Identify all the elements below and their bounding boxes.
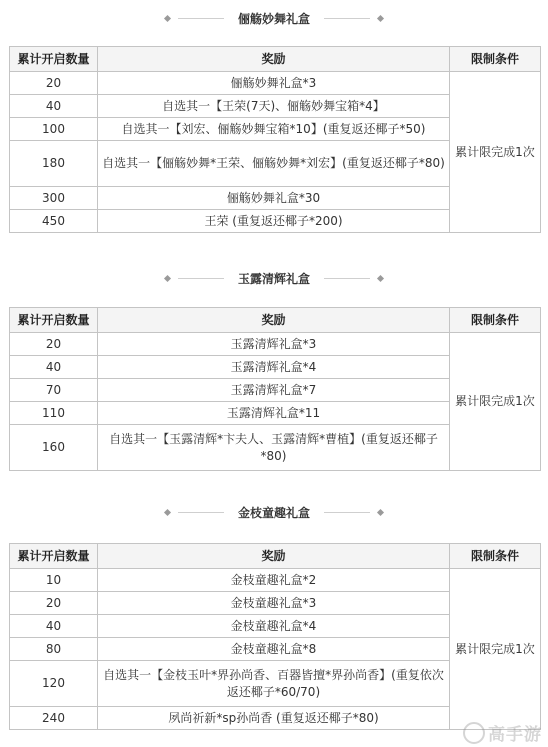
limit-cell: 累计限完成1次 (450, 333, 541, 471)
count-cell: 40 (10, 615, 98, 638)
reward-cell: 金枝童趣礼盒*4 (98, 615, 450, 638)
table-row (10, 569, 541, 592)
header-reward: 奖励 (98, 47, 450, 72)
count-cell: 120 (10, 661, 98, 707)
divider-line (178, 512, 224, 513)
table-row (10, 333, 541, 356)
count-cell: 100 (10, 118, 98, 141)
reward-cell: 俪觞妙舞礼盒*3 (98, 72, 450, 95)
count-cell: 40 (10, 95, 98, 118)
header-limit: 限制条件 (450, 544, 541, 569)
count-cell: 160 (10, 425, 98, 471)
header-count: 累计开启数量 (10, 308, 98, 333)
header-reward: 奖励 (98, 544, 450, 569)
count-cell: 20 (10, 333, 98, 356)
count-cell: 20 (10, 592, 98, 615)
watermark-logo-icon (463, 722, 485, 744)
count-cell: 80 (10, 638, 98, 661)
reward-cell: 夙尚祈新*sp孙尚香 (重复返还椰子*80) (98, 707, 450, 730)
divider-line (178, 278, 224, 279)
section-header-3 (0, 502, 548, 522)
reward-table-1 (9, 46, 541, 233)
header-reward: 奖励 (98, 308, 450, 333)
reward-cell: 自选其一【王荣(7天)、俪觞妙舞宝箱*4】 (98, 95, 450, 118)
reward-cell: 金枝童趣礼盒*8 (98, 638, 450, 661)
reward-cell: 自选其一【俪觞妙舞*王荣、俪觞妙舞*刘宏】(重复返还椰子*80) (98, 141, 450, 187)
reward-cell: 金枝童趣礼盒*2 (98, 569, 450, 592)
count-cell: 240 (10, 707, 98, 730)
section-title: 玉露清辉礼盒 (237, 271, 310, 286)
limit-cell: 累计限完成1次 (450, 72, 541, 233)
reward-table-3 (9, 543, 541, 730)
reward-cell: 自选其一【刘宏、俪觞妙舞宝箱*10】(重复返还椰子*50) (98, 118, 450, 141)
section-title: 俪觞妙舞礼盒 (237, 11, 310, 26)
table-row (10, 72, 541, 95)
section-title: 金枝童趣礼盒 (237, 505, 310, 520)
divider-line (178, 18, 224, 19)
divider-line (324, 512, 370, 513)
reward-cell: 玉露清辉礼盒*4 (98, 356, 450, 379)
reward-cell: 玉露清辉礼盒*7 (98, 379, 450, 402)
divider-line (324, 278, 370, 279)
watermark (463, 720, 542, 745)
reward-cell: 金枝童趣礼盒*3 (98, 592, 450, 615)
diamond-icon (377, 508, 384, 515)
table-header-row (10, 47, 541, 72)
table-header-row (10, 544, 541, 569)
reward-cell: 自选其一【金枝玉叶*界孙尚香、百器皆擅*界孙尚香】(重复依次返还椰子*60/70) (98, 661, 450, 707)
reward-cell: 自选其一【玉露清辉*卞夫人、玉露清辉*曹植】(重复返还椰子*80) (98, 425, 450, 471)
count-cell: 40 (10, 356, 98, 379)
reward-cell: 王荣 (重复返还椰子*200) (98, 210, 450, 233)
diamond-icon (377, 14, 384, 21)
header-limit: 限制条件 (450, 308, 541, 333)
diamond-icon (164, 508, 171, 515)
header-limit: 限制条件 (450, 47, 541, 72)
count-cell: 10 (10, 569, 98, 592)
reward-table-2 (9, 307, 541, 471)
reward-cell: 玉露清辉礼盒*11 (98, 402, 450, 425)
diamond-icon (164, 14, 171, 21)
diamond-icon (164, 274, 171, 281)
count-cell: 70 (10, 379, 98, 402)
limit-cell: 累计限完成1次 (450, 569, 541, 730)
reward-cell: 玉露清辉礼盒*3 (98, 333, 450, 356)
reward-cell: 俪觞妙舞礼盒*30 (98, 187, 450, 210)
count-cell: 450 (10, 210, 98, 233)
table-header-row (10, 308, 541, 333)
section-header-2 (0, 268, 548, 288)
watermark-text: 高手游 (488, 725, 542, 745)
header-count: 累计开启数量 (10, 544, 98, 569)
diamond-icon (377, 274, 384, 281)
count-cell: 300 (10, 187, 98, 210)
count-cell: 110 (10, 402, 98, 425)
count-cell: 180 (10, 141, 98, 187)
count-cell: 20 (10, 72, 98, 95)
section-header-1 (0, 8, 548, 28)
header-count: 累计开启数量 (10, 47, 98, 72)
divider-line (324, 18, 370, 19)
